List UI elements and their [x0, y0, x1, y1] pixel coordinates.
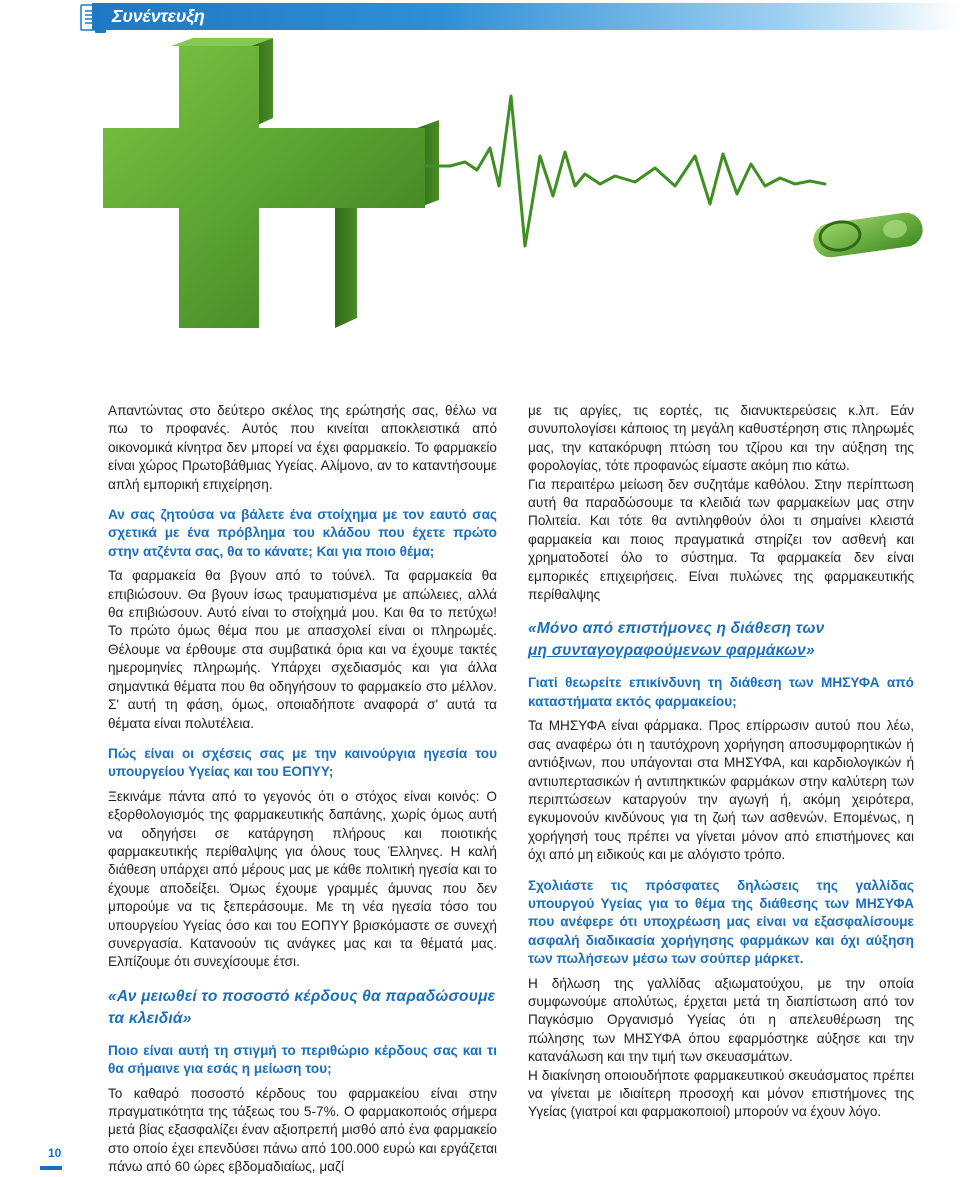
page-number-marker	[40, 1166, 62, 1170]
paragraph: Για περαιτέρω μείωση δεν συζητάμε καθόλου. Στην περίπτωση αυτή θα παραδώσουμε τα κλειδιά των φαρμακείων μας στην Πολιτεία. Και τότε θα αντιληφθούν όλοι τι σημαίνει κλειστά φαρμακεία και ποιος πραγματικά στηρίζει τον ασθενή και χρηματοδοτεί όλο το σύστημα. Τα φαρμακεία δεν είναι εμπορικές επιχειρήσεις. Είναι πυλώνες της φαρμακευτικής περίθαλψης	[528, 476, 914, 603]
paragraph: Η δήλωση της γαλλίδας αξιωματούχου, με την οποία συμφωνούμε απολύτως, έρχεται μετά τη διαπίστωση από τον Παγκόσμιο Οργανισμό Υγείας ότι η απελευθέρωση της πώλησης των ΜΗΣΥΦΑ όπου εφαρμόστηκε αύξησε και την κατανάλωση και την τιμή των σκευασμάτων.	[528, 975, 914, 1065]
left-column	[108, 402, 497, 1177]
interview-question: Σχολιάστε τις πρόσφατες δηλώσεις της γαλλίδας υπουργού Υγείας για το θέμα της διάθεσης των ΜΗΣΥΦΑ που ανέφερε ότι υποχρέωση μας είναι να εξασφαλίσουμε ασφαλή διαδικασία χορήγησης φαρμάκων και όχι αύξηση των πωλήσεων μέσω των σούπερ μάρκετ.	[528, 877, 914, 967]
paragraph: Απαντώντας στο δεύτερο σκέλος της ερώτησής σας, θέλω να πω το προφανές. Αυτός που κινείται αποκλειστικά από οικονομικά κίνητρα δεν μπορεί να έχει φαρμακείο. Το φαρμακείο είναι χώρος Πρωτοβάθμιας Υγείας. Αλίμονο, αν το καταντήσουμε απλή εμπορική επιχείρηση.	[108, 403, 497, 492]
green-medical-cross-ecg-illustration	[95, 36, 960, 391]
paragraph: Ξεκινάμε πάντα από το γεγονός ότι ο στόχος είναι κοινός: Ο εξορθολογισμός της φαρμακευτικής δαπάνης, χωρίς όμως αυτή να οδηγήσει σε κατάργηση πλήρους και ποιοτικής φαρμακευτικής περίθαλψης για όλους τους Έλληνες. Η καλή διάθεση υπάρχει από μέρους μας με κάθε πολιτική ηγεσία και το έχουμε αποδείξει. Όμως έχουμε γραμμές άμυνας που δεν μπορούμε να τις ξεπεράσουμε. Με τη νέα ηγεσία τόσο του υπουργείου Υγείας όσο και του ΕΟΠΥΥ βρισκόμαστε σε συνεχή συνεργασία. Κατανοούν τις ανάγκες μας και τα θέματά μας. Ελπίζουμε ότι συνεχίσουμε έτσι.	[108, 788, 497, 970]
interview-question: Αν σας ζητούσα να βάλετε ένα στοίχημα με τον εαυτό σας σχετικά με ένα πρόβλημα του κλάδου που έχετε πρώτο στην ατζέντα σας, θα το κάνατε; Και για ποιο θέμα;	[108, 507, 497, 559]
header-bar	[92, 3, 960, 30]
paragraph: Η διακίνηση οποιουδήποτε φαρμακευτικού σκευάσματος πρέπει να γίνεται με ιδιαίτερη προσοχή και μόνον επιστήμονες της Υγείας (γιατροί και φαρμακοποιοί) μπορούν να έχουν λόγο.	[528, 1067, 914, 1120]
pull-quote-headline	[528, 618, 914, 662]
interview-question: Ποιο είναι αυτή τη στιγμή το περιθώριο κέρδους σας και τι θα σήμαινε για εσάς η μείωση του;	[108, 1042, 497, 1077]
headline-line: μη συνταγογραφούμενων φαρμάκων	[528, 642, 806, 660]
paragraph: με τις αργίες, τις εορτές, τις διανυκτερεύσεις κ.λπ. Εάν συνυπολογίσει κάποιος τη μεγάλη καθυστέρηση στις πληρωμές μας, την κατακόρυφη πτώση του τζίρου και την αύξηση της φορολογίας, τότε προφανώς είμαστε ακόμη πιο κάτω.	[528, 403, 914, 474]
interview-question: Γιατί θεωρείτε επικίνδυνη τη διάθεση των ΜΗΣΥΦΑ από καταστήματα εκτός φαρμακείου;	[528, 675, 914, 709]
paragraph: Τα φαρμακεία θα βγουν από το τούνελ. Τα φαρμακεία θα επιβιώσουν. Θα βγουν ίσως τραυματισμένα με απώλειες, αλλά θα επιβιώσουν. Αυτό είναι το στοίχημά μου. Και θα το πετύχω! Το πρώτο όμως θέμα που με απασχολεί είναι οι πληρωμές. Θέλουμε να έρθουμε στα συμβατικά όρια και να έχουμε τακτές ημερομηνίες πληρωμής. Υπάρχει σχεδιασμός και για άλλα σημαντικά θέματα που θα οδηγήσουν το φαρμακείο στο μέλλον. Σ' αυτή τη φάση, όμως, οποιαδήποτε αναφορά σ' αυτά τα θέματα είναι πολυτέλεια.	[108, 568, 497, 731]
paragraph: Το καθαρό ποσοστό κέρδους του φαρμακείου είναι στην πραγματικότητα της τάξεως του 5-7%. Ο φαρμακοποιός σήμερα μετά βίας εξασφαλίζει έναν αξιοπρεπή μισθό από ένα φαρμακείο στο οποίο έχει επενδύσει πάνω από 100.000 ευρώ και εργάζεται πάνω από 60 ώρες εβδομαδιαίως, μαζί	[108, 1085, 497, 1175]
interview-question: Πώς είναι οι σχέσεις σας με την καινούργια ηγεσία του υπουργείου Υγείας και του ΕΟΠΥΥ;	[108, 745, 497, 780]
section-title: Συνέντευξη	[112, 6, 205, 26]
page-number: 10	[48, 1146, 62, 1160]
section-header	[0, 0, 960, 36]
paragraph: Τα ΜΗΣΥΦΑ είναι φάρμακα. Προς επίρρωσιν αυτού που λέω, σας αναφέρω ότι η ταυτόχρονη χορήγηση αποσυμφορητικών ή αντιόξινων, που υπάγονται στα ΜΗΣΥΦΑ, και καρδιολογικών ή αντιυπερτασικών ή αντιπηκτικών φαρμάκων στην καλύτερη των περιπτώσεων καταργούν την αγωγή ή, ακόμη χειρότερα, εγκυμονούν κινδύνους για τη ζωή των ασθενών. Επομένως, η χορήγησή τους πρέπει να γίνεται μόνον από επιστήμονες και όχι από μη ειδικούς και με αλόγιστο τρόπο.	[528, 718, 914, 863]
right-column	[528, 402, 914, 1122]
headline-line: «Μόνο από επιστήμονες η διάθεση των	[528, 620, 825, 638]
pull-quote-headline: «Αν μειωθεί το ποσοστό κέρδους θα παραδώσουμε τα κλειδιά»	[108, 987, 496, 1027]
headline-quote-mark: »	[805, 642, 815, 660]
